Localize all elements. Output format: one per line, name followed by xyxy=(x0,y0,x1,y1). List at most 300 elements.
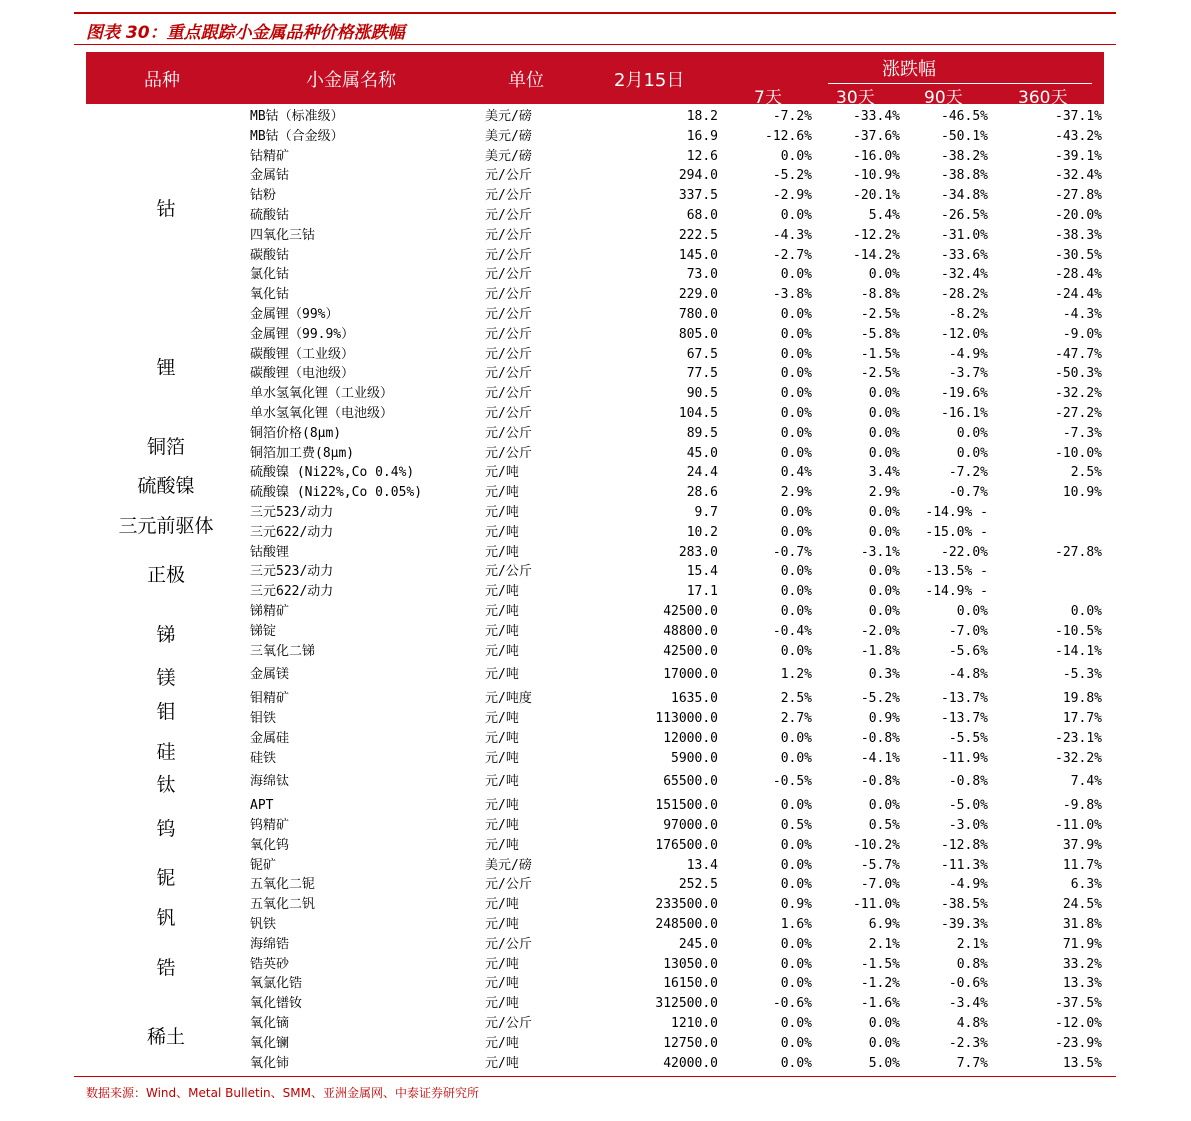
change-30d-cell: -5.2% xyxy=(860,691,900,706)
table-row xyxy=(0,1054,1191,1074)
price-cell: 45.0 xyxy=(686,446,718,461)
change-7d-cell: 0.0% xyxy=(780,957,812,972)
change-7d-cell: -0.4% xyxy=(772,624,812,639)
metal-name-cell: 氧化镨钕 xyxy=(250,996,303,1011)
change-7d-cell: 0.0% xyxy=(780,525,812,540)
table-row xyxy=(0,107,1191,127)
metal-name-cell: 金属钴 xyxy=(250,168,290,183)
change-90d-cell: -28.2% xyxy=(941,287,988,302)
price-cell: 68.0 xyxy=(686,208,718,223)
change-7d-cell: 0.0% xyxy=(780,644,812,659)
unit-cell: 元/吨 xyxy=(485,604,519,619)
price-cell: 67.5 xyxy=(686,347,718,362)
category-label: 正极 xyxy=(146,564,185,586)
price-cell: 1635.0 xyxy=(671,691,718,706)
change-30d-cell: 0.5% xyxy=(868,818,900,833)
change-90d-cell: -4.9% xyxy=(948,877,988,892)
change-30d-cell: -2.0% xyxy=(860,624,900,639)
change-360d-cell: 2.5% xyxy=(1070,465,1102,480)
header-unit: 单位 xyxy=(508,70,544,91)
change-90d-cell: 0.0% xyxy=(956,426,988,441)
change-7d-cell: 0.0% xyxy=(780,1036,812,1051)
unit-cell: 元/公斤 xyxy=(485,287,532,302)
header-90d: 90天 xyxy=(924,88,963,108)
price-cell: 294.0 xyxy=(678,168,718,183)
price-cell: 17000.0 xyxy=(663,667,718,682)
category-label: 铌 xyxy=(156,867,176,889)
unit-cell: 元/公斤 xyxy=(485,347,532,362)
change-7d-cell: 0.0% xyxy=(780,877,812,892)
change-360d-cell: -11.0% xyxy=(1055,818,1102,833)
change-7d-cell: 1.2% xyxy=(780,667,812,682)
price-cell: 13050.0 xyxy=(663,957,718,972)
metal-name-cell: 氧化钴 xyxy=(250,287,290,302)
table-row xyxy=(0,166,1191,186)
category-label: 镁 xyxy=(156,667,176,689)
title-top-rule xyxy=(74,12,1116,14)
change-90d-cell: -4.9% xyxy=(948,347,988,362)
unit-cell: 元/吨 xyxy=(485,798,519,813)
change-90d-cell: 7.7% xyxy=(956,1056,988,1071)
unit-cell: 元/吨 xyxy=(485,545,519,560)
change-360d-cell: 11.7% xyxy=(1062,858,1102,873)
change-90d-cell: -13.7% xyxy=(941,711,988,726)
source-note: 数据来源：Wind、Metal Bulletin、SMM、亚洲金属网、中泰证券研究所 xyxy=(86,1086,479,1100)
change-90d-cell: -7.0% xyxy=(948,624,988,639)
change-360d-cell: 10.9% xyxy=(1062,485,1102,500)
unit-cell: 美元/磅 xyxy=(485,129,532,144)
category-label: 钛 xyxy=(156,774,176,796)
change-90d-cell: -32.4% xyxy=(941,267,988,282)
price-cell: 28.6 xyxy=(686,485,718,500)
change-7d-cell: 0.0% xyxy=(780,406,812,421)
change-360d-cell: 19.8% xyxy=(1062,691,1102,706)
unit-cell: 元/公斤 xyxy=(485,564,532,579)
price-cell: 12750.0 xyxy=(663,1036,718,1051)
change-90d-cell: -15.0% - xyxy=(925,525,988,540)
change-90d-cell: -3.7% xyxy=(948,366,988,381)
metal-name-cell: 钼铁 xyxy=(250,711,277,726)
change-360d-cell: -47.7% xyxy=(1055,347,1102,362)
change-30d-cell: 5.4% xyxy=(868,208,900,223)
change-30d-cell: 6.9% xyxy=(868,917,900,932)
change-360d-cell: 6.3% xyxy=(1070,877,1102,892)
price-cell: 283.0 xyxy=(678,545,718,560)
unit-cell: 元/公斤 xyxy=(485,208,532,223)
metal-name-cell: 硫酸钴 xyxy=(250,208,290,223)
metal-name-cell: 氧化钨 xyxy=(250,838,290,853)
change-30d-cell: -37.6% xyxy=(853,129,900,144)
unit-cell: 元/公斤 xyxy=(485,188,532,203)
metal-name-cell: 铌矿 xyxy=(250,858,277,873)
change-7d-cell: 0.0% xyxy=(780,751,812,766)
unit-cell: 元/公斤 xyxy=(485,446,532,461)
change-7d-cell: 0.0% xyxy=(780,307,812,322)
category-label: 锑 xyxy=(156,624,176,646)
change-360d-cell: -10.0% xyxy=(1055,446,1102,461)
change-90d-cell: -0.8% xyxy=(948,774,988,789)
unit-cell: 美元/磅 xyxy=(485,109,532,124)
change-7d-cell: -0.6% xyxy=(772,996,812,1011)
change-30d-cell: 0.0% xyxy=(868,386,900,401)
change-7d-cell: 0.0% xyxy=(780,446,812,461)
unit-cell: 元/吨 xyxy=(485,976,519,991)
change-7d-cell: -5.2% xyxy=(772,168,812,183)
change-360d-cell: 7.4% xyxy=(1070,774,1102,789)
change-7d-cell: 0.0% xyxy=(780,604,812,619)
price-cell: 805.0 xyxy=(678,327,718,342)
change-90d-cell: -13.5% - xyxy=(925,564,988,579)
change-7d-cell: -0.7% xyxy=(772,545,812,560)
change-30d-cell: 0.0% xyxy=(868,406,900,421)
metal-name-cell: 钴酸锂 xyxy=(250,545,290,560)
change-90d-cell: -5.6% xyxy=(948,644,988,659)
change-30d-cell: -11.0% xyxy=(853,897,900,912)
metal-name-cell: 四氧化三钴 xyxy=(250,228,316,243)
table-row xyxy=(0,384,1191,404)
price-cell: 9.7 xyxy=(694,505,718,520)
metal-name-cell: 钴粉 xyxy=(250,188,277,203)
change-360d-cell: -27.8% xyxy=(1055,545,1102,560)
change-30d-cell: 0.3% xyxy=(868,667,900,682)
change-30d-cell: -0.8% xyxy=(860,774,900,789)
change-30d-cell: 0.9% xyxy=(868,711,900,726)
price-cell: 5900.0 xyxy=(671,751,718,766)
change-30d-cell: 0.0% xyxy=(868,564,900,579)
change-90d-cell: -39.3% xyxy=(941,917,988,932)
change-30d-cell: -4.1% xyxy=(860,751,900,766)
price-cell: 24.4 xyxy=(686,465,718,480)
price-cell: 151500.0 xyxy=(655,798,718,813)
change-30d-cell: 0.0% xyxy=(868,798,900,813)
change-30d-cell: -1.2% xyxy=(860,976,900,991)
metal-name-cell: 氧氯化锆 xyxy=(250,976,303,991)
metal-name-cell: 铜箔加工费(8μm) xyxy=(250,446,355,461)
unit-cell: 元/吨 xyxy=(485,1036,519,1051)
change-360d-cell: 71.9% xyxy=(1062,937,1102,952)
unit-cell: 元/吨 xyxy=(485,774,519,789)
change-30d-cell: -10.9% xyxy=(853,168,900,183)
change-90d-cell: -12.0% xyxy=(941,327,988,342)
table-row xyxy=(0,325,1191,345)
change-30d-cell: -7.0% xyxy=(860,877,900,892)
change-30d-cell: 0.0% xyxy=(868,446,900,461)
header-variety: 品种 xyxy=(144,70,180,91)
metal-name-cell: 氧化镧 xyxy=(250,1036,290,1051)
metal-name-cell: 锑锭 xyxy=(250,624,277,639)
change-360d-cell: -39.1% xyxy=(1055,149,1102,164)
change-30d-cell: -2.5% xyxy=(860,307,900,322)
price-cell: 248500.0 xyxy=(655,917,718,932)
change-7d-cell: -4.3% xyxy=(772,228,812,243)
header-date: 2月15日 xyxy=(614,70,685,91)
change-30d-cell: -2.5% xyxy=(860,366,900,381)
unit-cell: 元/公斤 xyxy=(485,1016,532,1031)
change-360d-cell: -14.1% xyxy=(1055,644,1102,659)
change-360d-cell: -28.4% xyxy=(1055,267,1102,282)
change-360d-cell: -23.1% xyxy=(1055,731,1102,746)
change-360d-cell: -7.3% xyxy=(1062,426,1102,441)
header-30d: 30天 xyxy=(836,88,875,108)
price-cell: 104.5 xyxy=(678,406,718,421)
change-90d-cell: -3.4% xyxy=(948,996,988,1011)
metal-name-cell: 金属锂（99.9%） xyxy=(250,327,355,342)
change-7d-cell: 0.0% xyxy=(780,426,812,441)
change-90d-cell: -5.5% xyxy=(948,731,988,746)
unit-cell: 元/吨 xyxy=(485,996,519,1011)
price-cell: 48800.0 xyxy=(663,624,718,639)
change-30d-cell: -12.2% xyxy=(853,228,900,243)
category-label: 硫酸镍 xyxy=(137,475,195,497)
change-90d-cell: -38.2% xyxy=(941,149,988,164)
change-90d-cell: -5.0% xyxy=(948,798,988,813)
unit-cell: 元/吨 xyxy=(485,1056,519,1071)
header-360d: 360天 xyxy=(1018,88,1068,108)
change-30d-cell: -1.6% xyxy=(860,996,900,1011)
unit-cell: 元/公斤 xyxy=(485,327,532,342)
change-7d-cell: 0.0% xyxy=(780,584,812,599)
unit-cell: 元/吨 xyxy=(485,838,519,853)
unit-cell: 元/公斤 xyxy=(485,366,532,381)
metal-name-cell: 锑精矿 xyxy=(250,604,290,619)
table-row xyxy=(0,127,1191,147)
change-360d-cell: 31.8% xyxy=(1062,917,1102,932)
metal-name-cell: 锆英砂 xyxy=(250,957,290,972)
change-7d-cell: 0.0% xyxy=(780,327,812,342)
change-360d-cell: -32.2% xyxy=(1055,386,1102,401)
unit-cell: 元/吨 xyxy=(485,731,519,746)
change-7d-cell: -7.2% xyxy=(772,109,812,124)
unit-cell: 元/吨 xyxy=(485,505,519,520)
unit-cell: 元/吨 xyxy=(485,525,519,540)
price-cell: 245.0 xyxy=(678,937,718,952)
unit-cell: 元/公斤 xyxy=(485,406,532,421)
change-360d-cell: -32.4% xyxy=(1055,168,1102,183)
metal-name-cell: MB钴（合金级） xyxy=(250,129,344,144)
change-30d-cell: 2.1% xyxy=(868,937,900,952)
unit-cell: 元/公斤 xyxy=(485,426,532,441)
metal-name-cell: 碳酸钴 xyxy=(250,248,290,263)
header-metal-name: 小金属名称 xyxy=(306,70,396,91)
unit-cell: 元/公斤 xyxy=(485,307,532,322)
metal-name-cell: MB钴（标准级） xyxy=(250,109,344,124)
metal-name-cell: 三元622/动力 xyxy=(250,525,334,540)
change-360d-cell: -27.2% xyxy=(1055,406,1102,421)
change-360d-cell: -37.5% xyxy=(1055,996,1102,1011)
price-cell: 90.5 xyxy=(686,386,718,401)
metal-name-cell: 金属锂（99%） xyxy=(250,307,339,322)
unit-cell: 元/吨 xyxy=(485,667,519,682)
table-row xyxy=(0,602,1191,622)
metal-name-cell: 铜箔价格(8μm) xyxy=(250,426,342,441)
change-7d-cell: -0.5% xyxy=(772,774,812,789)
price-cell: 12000.0 xyxy=(663,731,718,746)
change-30d-cell: -1.5% xyxy=(860,347,900,362)
price-cell: 113000.0 xyxy=(655,711,718,726)
metal-name-cell: 三元523/动力 xyxy=(250,564,334,579)
price-cell: 77.5 xyxy=(686,366,718,381)
price-cell: 97000.0 xyxy=(663,818,718,833)
metal-name-cell: 五氧化二钒 xyxy=(250,897,316,912)
change-90d-cell: -19.6% xyxy=(941,386,988,401)
price-cell: 252.5 xyxy=(678,877,718,892)
change-30d-cell: -3.1% xyxy=(860,545,900,560)
change-7d-cell: 0.0% xyxy=(780,798,812,813)
change-90d-cell: -7.2% xyxy=(948,465,988,480)
price-cell: 145.0 xyxy=(678,248,718,263)
metal-name-cell: 五氧化二铌 xyxy=(250,877,316,892)
change-7d-cell: 1.6% xyxy=(780,917,812,932)
unit-cell: 元/吨 xyxy=(485,917,519,932)
price-cell: 17.1 xyxy=(686,584,718,599)
change-30d-cell: 0.0% xyxy=(868,584,900,599)
unit-cell: 元/公斤 xyxy=(485,267,532,282)
change-7d-cell: 0.0% xyxy=(780,937,812,952)
change-7d-cell: 0.0% xyxy=(780,838,812,853)
change-90d-cell: -11.9% xyxy=(941,751,988,766)
change-90d-cell: -3.0% xyxy=(948,818,988,833)
change-90d-cell: -31.0% xyxy=(941,228,988,243)
change-7d-cell: 0.0% xyxy=(780,1056,812,1071)
table-row xyxy=(0,246,1191,266)
change-360d-cell: -50.3% xyxy=(1055,366,1102,381)
change-360d-cell: 17.7% xyxy=(1062,711,1102,726)
change-7d-cell: 0.0% xyxy=(780,347,812,362)
change-7d-cell: -2.7% xyxy=(772,248,812,263)
price-cell: 89.5 xyxy=(686,426,718,441)
change-90d-cell: -33.6% xyxy=(941,248,988,263)
unit-cell: 元/吨 xyxy=(485,584,519,599)
metal-name-cell: 钼精矿 xyxy=(250,691,290,706)
metal-name-cell: 金属硅 xyxy=(250,731,290,746)
change-7d-cell: 0.0% xyxy=(780,505,812,520)
change-360d-cell: 37.9% xyxy=(1062,838,1102,853)
category-label: 三元前驱体 xyxy=(118,515,214,537)
change-90d-cell: -50.1% xyxy=(941,129,988,144)
change-30d-cell: -10.2% xyxy=(853,838,900,853)
change-90d-cell: -34.8% xyxy=(941,188,988,203)
change-360d-cell: -5.3% xyxy=(1062,667,1102,682)
category-label: 稀土 xyxy=(146,1026,185,1048)
table-row xyxy=(0,404,1191,424)
metal-name-cell: 硅铁 xyxy=(250,751,277,766)
table-row xyxy=(0,994,1191,1014)
category-label: 钒 xyxy=(156,907,176,929)
metal-name-cell: 碳酸锂（电池级） xyxy=(250,366,355,381)
change-90d-cell: -2.3% xyxy=(948,1036,988,1051)
category-label: 钨 xyxy=(156,818,176,840)
price-cell: 18.2 xyxy=(686,109,718,124)
change-90d-cell: 4.8% xyxy=(956,1016,988,1031)
header-change: 涨跌幅 xyxy=(882,59,936,80)
change-30d-cell: -1.5% xyxy=(860,957,900,972)
change-30d-cell: 0.0% xyxy=(868,1036,900,1051)
unit-cell: 元/公斤 xyxy=(485,386,532,401)
change-7d-cell: 2.5% xyxy=(780,691,812,706)
price-cell: 780.0 xyxy=(678,307,718,322)
unit-cell: 元/吨 xyxy=(485,644,519,659)
change-360d-cell: -20.0% xyxy=(1055,208,1102,223)
unit-cell: 元/吨 xyxy=(485,465,519,480)
change-90d-cell: -26.5% xyxy=(941,208,988,223)
change-360d-cell: -32.2% xyxy=(1055,751,1102,766)
change-30d-cell: -5.8% xyxy=(860,327,900,342)
change-7d-cell: 0.0% xyxy=(780,1016,812,1031)
change-90d-cell: -22.0% xyxy=(941,545,988,560)
price-cell: 16.9 xyxy=(686,129,718,144)
change-7d-cell: 0.0% xyxy=(780,564,812,579)
price-cell: 15.4 xyxy=(686,564,718,579)
change-30d-cell: 0.0% xyxy=(868,426,900,441)
unit-cell: 元/吨 xyxy=(485,711,519,726)
table-row xyxy=(0,147,1191,167)
change-7d-cell: -12.6% xyxy=(765,129,812,144)
change-90d-cell: -8.2% xyxy=(948,307,988,322)
change-360d-cell: -4.3% xyxy=(1062,307,1102,322)
change-90d-cell: -13.7% xyxy=(941,691,988,706)
price-cell: 42500.0 xyxy=(663,644,718,659)
change-30d-cell: -8.8% xyxy=(860,287,900,302)
unit-cell: 元/吨 xyxy=(485,624,519,639)
change-360d-cell: -27.8% xyxy=(1055,188,1102,203)
change-30d-cell: -1.8% xyxy=(860,644,900,659)
change-360d-cell: 13.5% xyxy=(1062,1056,1102,1071)
change-90d-cell: -38.8% xyxy=(941,168,988,183)
change-360d-cell: -37.1% xyxy=(1055,109,1102,124)
price-cell: 229.0 xyxy=(678,287,718,302)
category-label: 钼 xyxy=(156,701,176,723)
table-row xyxy=(0,796,1191,816)
change-30d-cell: -14.2% xyxy=(853,248,900,263)
metal-name-cell: 氯化钴 xyxy=(250,267,290,282)
unit-cell: 元/公斤 xyxy=(485,168,532,183)
change-360d-cell: -9.8% xyxy=(1062,798,1102,813)
change-30d-cell: 0.0% xyxy=(868,505,900,520)
unit-cell: 元/公斤 xyxy=(485,228,532,243)
change-90d-cell: -38.5% xyxy=(941,897,988,912)
category-label: 锆 xyxy=(156,957,176,979)
change-7d-cell: 2.9% xyxy=(780,485,812,500)
price-cell: 1210.0 xyxy=(671,1016,718,1031)
change-90d-cell: -4.8% xyxy=(948,667,988,682)
table-row xyxy=(0,285,1191,305)
metal-name-cell: 海绵锆 xyxy=(250,937,290,952)
change-7d-cell: 0.0% xyxy=(780,858,812,873)
metal-name-cell: 单水氢氧化锂（工业级） xyxy=(250,386,394,401)
figure-title: 图表 30：重点跟踪小金属品种价格涨跌幅 xyxy=(86,23,405,43)
category-label: 硅 xyxy=(156,741,176,763)
change-30d-cell: 0.0% xyxy=(868,267,900,282)
price-cell: 222.5 xyxy=(678,228,718,243)
price-cell: 176500.0 xyxy=(655,838,718,853)
change-360d-cell: -38.3% xyxy=(1055,228,1102,243)
change-90d-cell: -14.9% - xyxy=(925,584,988,599)
metal-name-cell: 碳酸锂（工业级） xyxy=(250,347,355,362)
price-cell: 312500.0 xyxy=(655,996,718,1011)
change-30d-cell: -5.7% xyxy=(860,858,900,873)
category-label: 铜箔 xyxy=(146,436,185,458)
unit-cell: 元/公斤 xyxy=(485,937,532,952)
change-30d-cell: 2.9% xyxy=(868,485,900,500)
change-90d-cell: -12.8% xyxy=(941,838,988,853)
title-bottom-rule xyxy=(74,44,1116,45)
metal-name-cell: 海绵钛 xyxy=(250,774,290,789)
table-row xyxy=(0,226,1191,246)
metal-name-cell: 金属镁 xyxy=(250,667,290,682)
unit-cell: 元/吨 xyxy=(485,818,519,833)
change-360d-cell: -30.5% xyxy=(1055,248,1102,263)
price-cell: 233500.0 xyxy=(655,897,718,912)
